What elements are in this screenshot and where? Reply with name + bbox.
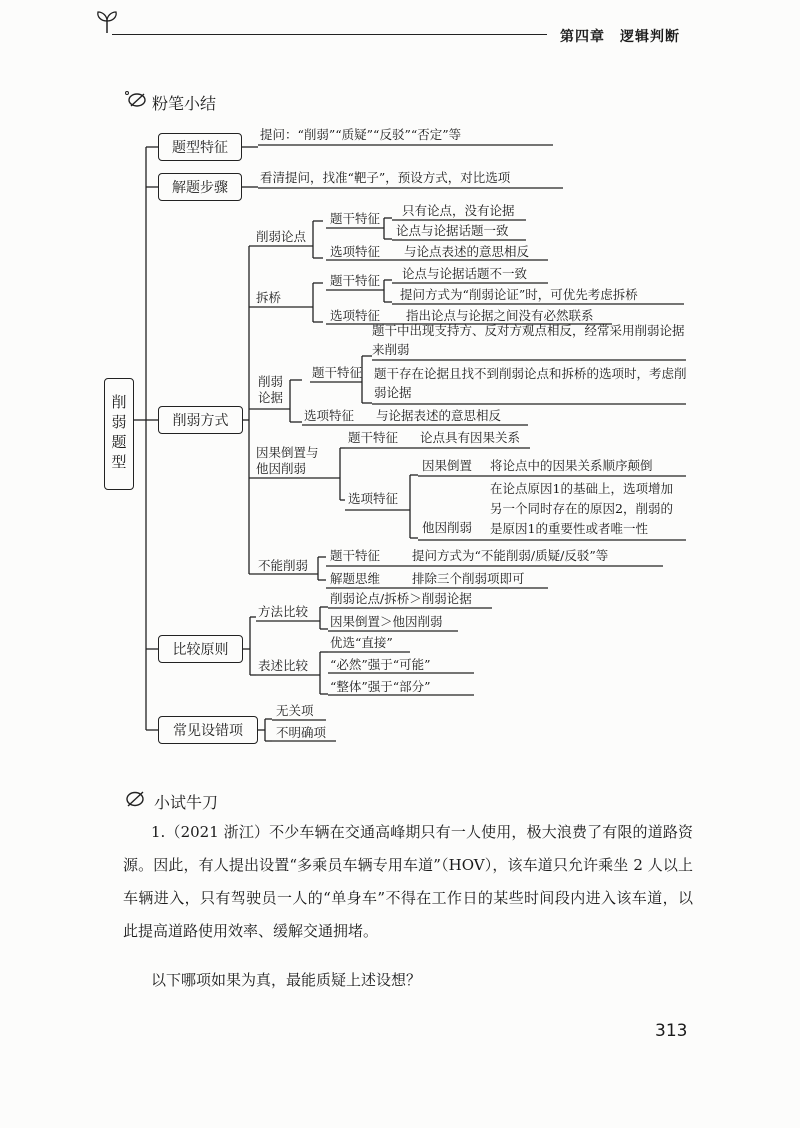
weaken-claim-option-label: 选项特征 xyxy=(330,244,381,259)
steps-box xyxy=(158,173,242,201)
bridge-stem-item: 提问方式为“削弱论证”时，可优先考虑拆桥 xyxy=(400,287,638,302)
causal-label-line2: 他因削弱 xyxy=(256,461,307,476)
errors-box xyxy=(158,716,258,744)
compare-label: 比较原则 xyxy=(172,642,229,658)
weaken-claim-stem-item: 只有论点，没有论据 xyxy=(402,203,515,218)
weaken-evidence-stem-item: 题干中出现支持方、反对方观点相反，经常采用削弱论据来削弱 xyxy=(372,323,685,357)
bridge-option-label: 选项特征 xyxy=(330,308,381,323)
bridge-stem-label: 题干特征 xyxy=(330,273,381,288)
practice-heading: 小试牛刀 xyxy=(154,793,219,812)
cannot-weaken-stem-label: 题干特征 xyxy=(330,548,381,563)
cannot-weaken-think-label: 解题思维 xyxy=(330,571,381,586)
question-type-label: 题型特征 xyxy=(172,140,228,156)
bridge-stem-item: 论点与论据话题不一致 xyxy=(402,266,528,281)
cannot-weaken-label: 不能削弱 xyxy=(258,558,309,573)
cannot-weaken-stem-text: 提问方式为“不能削弱/质疑/反驳”等 xyxy=(412,548,609,563)
weaken-evidence-stem-item: 题干存在论据且找不到削弱论点和拆桥的选项时，考虑削弱论据 xyxy=(374,366,687,400)
weaken-claim-option-text: 与论点表述的意思相反 xyxy=(404,244,530,259)
errors-item: 不明确项 xyxy=(276,725,327,740)
root-box xyxy=(104,378,134,490)
question-paragraph: 1.（2021 浙江）不少车辆在交通高峰期只有一人使用，极大浪费了有限的道路资源。因此，有人提出设置“多乘员车辆专用车道”（HOV），该车道只允许乘坐 2 人以上车辆进入，只有驾驶员一人的“单身车”不得在工作日的某些时间段内进入该车道，以此提高道路使用效率、缓解交通拥堵。 xyxy=(123,823,693,940)
question-type-box xyxy=(158,133,242,161)
causal-other-text: 在论点原因1的基础上，选项增加另一个同时存在的原因2，削弱的是原因1的重要性或者唯一性 xyxy=(490,481,673,536)
weaken-claim-stem-label: 题干特征 xyxy=(330,211,381,226)
weaken-evidence-stem-label: 题干特征 xyxy=(312,365,363,380)
compare-method-item: 因果倒置＞他因削弱 xyxy=(330,614,443,629)
compare-method-item: 削弱论点/拆桥＞削弱论据 xyxy=(330,591,472,606)
weaken-evidence-label-line1: 削弱 xyxy=(258,374,284,389)
question-prompt: 以下哪项如果为真，最能质疑上述设想？ xyxy=(151,971,422,989)
summary-heading: 粉笔小结 xyxy=(152,94,217,113)
question-type-text: 提问：“削弱”“质疑”“反驳”“否定”等 xyxy=(260,127,462,142)
methods-label: 削弱方式 xyxy=(172,413,229,429)
compare-expr-item: 优选“直接” xyxy=(330,635,393,650)
header-chapter: 第四章 xyxy=(560,29,605,45)
errors-item: 无关项 xyxy=(276,703,314,718)
compare-expr-item: “整体”强于“部分” xyxy=(330,679,431,694)
page-number: 313 xyxy=(655,1021,688,1041)
weaken-claim-label: 削弱论点 xyxy=(256,229,307,244)
root-label: 削弱题型 xyxy=(109,394,128,474)
weaken-claim-stem-item: 论点与论据话题一致 xyxy=(396,223,509,238)
steps-text: 看清提问，找准“靶子”，预设方式，对比选项 xyxy=(260,170,511,185)
bridge-label: 拆桥 xyxy=(256,290,282,305)
weaken-evidence-label-line2: 论据 xyxy=(258,390,284,405)
methods-box xyxy=(158,406,243,434)
causal-stem-text: 论点具有因果关系 xyxy=(420,430,521,445)
causal-label-line1: 因果倒置与 xyxy=(256,445,319,460)
header-section-title: 逻辑判断 xyxy=(620,29,680,45)
practice-icon xyxy=(124,790,148,812)
cannot-weaken-think-text: 排除三个削弱项即可 xyxy=(412,571,525,586)
compare-method-label: 方法比较 xyxy=(258,604,309,619)
weaken-evidence-option-label: 选项特征 xyxy=(304,408,355,423)
causal-stem-label: 题干特征 xyxy=(348,430,399,445)
causal-other-label: 他因削弱 xyxy=(422,520,473,535)
compare-box xyxy=(158,635,243,663)
errors-label: 常见设错项 xyxy=(173,723,243,739)
causal-option-label: 选项特征 xyxy=(348,491,399,506)
causal-reverse-text: 将论点中的因果关系顺序颠倒 xyxy=(490,458,653,473)
causal-reverse-label: 因果倒置 xyxy=(422,458,473,473)
bridge-option-text: 指出论点与论据之间没有必然联系 xyxy=(406,308,594,323)
compare-expr-label: 表述比较 xyxy=(258,658,309,673)
weaken-evidence-option-text: 与论据表述的意思相反 xyxy=(376,408,502,423)
steps-label: 解题步骤 xyxy=(172,180,228,196)
compare-expr-item: “必然”强于“可能” xyxy=(330,657,431,672)
